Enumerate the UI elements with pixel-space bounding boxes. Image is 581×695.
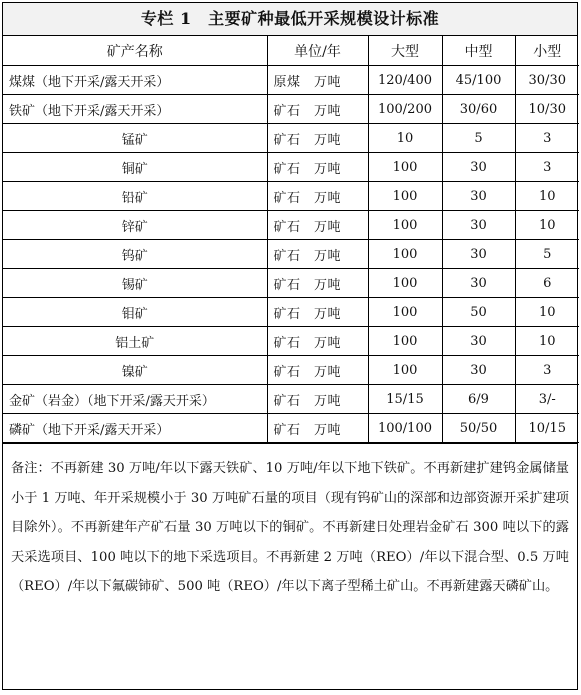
small-scale-cell: 30/30 (515, 66, 579, 95)
standards-panel (2, 2, 578, 690)
small-scale-cell: 3 (515, 356, 579, 385)
small-scale-cell: 10/15 (515, 414, 579, 443)
mineral-name-cell: 磷矿（地下开采/露天开采） (3, 414, 267, 443)
mineral-name-cell: 铅矿 (3, 182, 267, 211)
table-row (3, 298, 579, 327)
small-scale-cell: 5 (515, 240, 579, 269)
header-unit: 单位/年 (267, 36, 368, 66)
medium-scale-cell: 50 (442, 298, 515, 327)
mineral-name-cell: 锌矿 (3, 211, 267, 240)
large-scale-cell: 100 (368, 327, 442, 356)
large-scale-cell: 100 (368, 298, 442, 327)
unit-cell: 矿石 万吨 (267, 95, 368, 124)
large-scale-cell: 100 (368, 269, 442, 298)
medium-scale-cell: 30 (442, 211, 515, 240)
panel-title: 专栏 1 主要矿种最低开采规模设计标准 (3, 3, 577, 36)
mineral-name-cell: 镍矿 (3, 356, 267, 385)
unit-cell: 矿石 万吨 (267, 182, 368, 211)
medium-scale-cell: 30/60 (442, 95, 515, 124)
unit-cell: 矿石 万吨 (267, 240, 368, 269)
large-scale-cell: 100 (368, 211, 442, 240)
table-row (3, 182, 579, 211)
table-body (3, 66, 579, 443)
small-scale-cell: 3 (515, 124, 579, 153)
large-scale-cell: 100/200 (368, 95, 442, 124)
unit-cell: 矿石 万吨 (267, 298, 368, 327)
unit-cell: 原煤 万吨 (267, 66, 368, 95)
small-scale-cell: 10/30 (515, 95, 579, 124)
mineral-name-cell: 钼矿 (3, 298, 267, 327)
header-medium: 中型 (442, 36, 515, 66)
medium-scale-cell: 30 (442, 327, 515, 356)
medium-scale-cell: 50/50 (442, 414, 515, 443)
medium-scale-cell: 30 (442, 269, 515, 298)
unit-cell: 矿石 万吨 (267, 153, 368, 182)
mineral-name-cell: 铁矿（地下开采/露天开采） (3, 95, 267, 124)
medium-scale-cell: 30 (442, 182, 515, 211)
unit-cell: 矿石 万吨 (267, 211, 368, 240)
large-scale-cell: 100 (368, 240, 442, 269)
table-row (3, 66, 579, 95)
header-large: 大型 (368, 36, 442, 66)
table-row (3, 356, 579, 385)
unit-cell: 矿石 万吨 (267, 385, 368, 414)
mineral-name-cell: 钨矿 (3, 240, 267, 269)
small-scale-cell: 3 (515, 153, 579, 182)
unit-cell: 矿石 万吨 (267, 269, 368, 298)
small-scale-cell: 10 (515, 327, 579, 356)
large-scale-cell: 100/100 (368, 414, 442, 443)
table-row (3, 124, 579, 153)
unit-cell: 矿石 万吨 (267, 414, 368, 443)
table-row (3, 414, 579, 443)
medium-scale-cell: 45/100 (442, 66, 515, 95)
medium-scale-cell: 5 (442, 124, 515, 153)
table-row (3, 327, 579, 356)
medium-scale-cell: 6/9 (442, 385, 515, 414)
table-row (3, 211, 579, 240)
table-row (3, 240, 579, 269)
large-scale-cell: 10 (368, 124, 442, 153)
large-scale-cell: 100 (368, 153, 442, 182)
mineral-name-cell: 锰矿 (3, 124, 267, 153)
mineral-name-cell: 铜矿 (3, 153, 267, 182)
table-row (3, 153, 579, 182)
large-scale-cell: 120/400 (368, 66, 442, 95)
remarks-note: 备注：不再新建 30 万吨/年以下露天铁矿、10 万吨/年以下地下铁矿。不再新建扩建钨金属储量小于 1 万吨、年开采规模小于 30 万吨矿石量的项目（现有钨矿山的深部和边部资源开采扩建项目除外）。不再新建年产矿石量 30 万吨以下的铜矿。不再新建日处理岩金矿石 300 吨以下的露天采选项目、100 吨以下的地下采选项目。不再新建 2 万吨（REO）/年以下混合型、0.5 万吨（REO）/年以下氟碳铈矿、500 吨（REO）/年以下离子型稀土矿山。不再新建露天磷矿山。 (3, 443, 577, 602)
medium-scale-cell: 30 (442, 153, 515, 182)
small-scale-cell: 10 (515, 298, 579, 327)
standards-table (3, 36, 579, 443)
table-row (3, 385, 579, 414)
small-scale-cell: 6 (515, 269, 579, 298)
unit-cell: 矿石 万吨 (267, 356, 368, 385)
unit-cell: 矿石 万吨 (267, 124, 368, 153)
small-scale-cell: 10 (515, 211, 579, 240)
large-scale-cell: 100 (368, 356, 442, 385)
header-small: 小型 (515, 36, 579, 66)
mineral-name-cell: 锡矿 (3, 269, 267, 298)
header-mineral-name: 矿产名称 (3, 36, 267, 66)
mineral-name-cell: 金矿（岩金）（地下开采/露天开采） (3, 385, 267, 414)
medium-scale-cell: 30 (442, 240, 515, 269)
table-row (3, 269, 579, 298)
mineral-name-cell: 铝土矿 (3, 327, 267, 356)
large-scale-cell: 15/15 (368, 385, 442, 414)
unit-cell: 矿石 万吨 (267, 327, 368, 356)
medium-scale-cell: 30 (442, 356, 515, 385)
mineral-name-cell: 煤煤（地下开采/露天开采） (3, 66, 267, 95)
large-scale-cell: 100 (368, 182, 442, 211)
table-header-row (3, 36, 579, 66)
table-row (3, 95, 579, 124)
small-scale-cell: 10 (515, 182, 579, 211)
small-scale-cell: 3/- (515, 385, 579, 414)
